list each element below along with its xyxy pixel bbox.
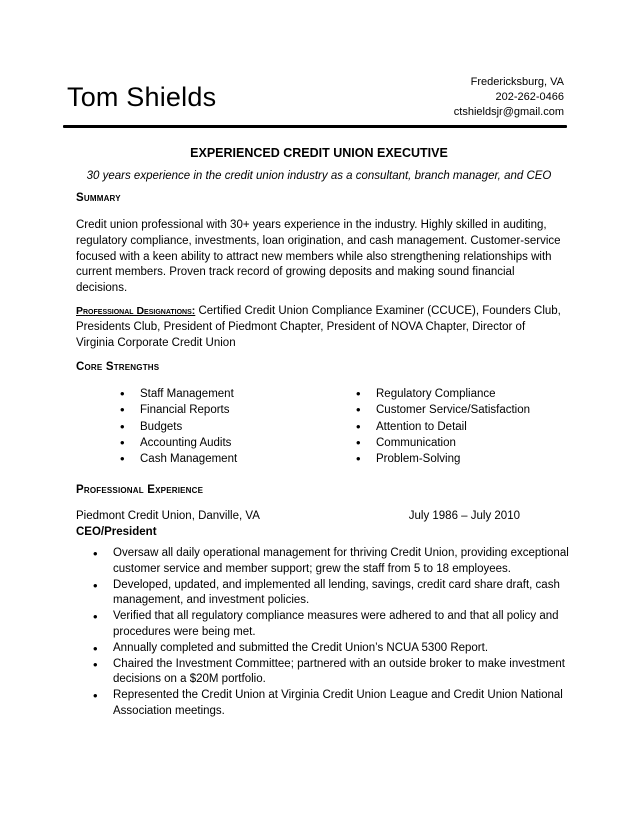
list-item: • Cash Management bbox=[120, 451, 237, 467]
strengths-column-left bbox=[120, 386, 237, 467]
summary-text: Credit union professional with 30+ years experience in the industry. Highly skilled in auditing, regulatory compliance, investments, loan origination, and cash management. Customer-service focused with a keen ability to attract new members while also strengthening relationships with current members. Proven track record of growing deposits and making sound financial decisions. bbox=[76, 219, 561, 295]
candidate-name: Tom Shields bbox=[67, 82, 217, 112]
job-dates: July 1986 – July 2010 bbox=[408, 510, 520, 522]
list-item: • Financial Reports bbox=[120, 402, 237, 418]
list-item: • Problem-Solving bbox=[356, 451, 530, 467]
list-item: • Customer Service/Satisfaction bbox=[356, 402, 530, 418]
contact-phone: 202-262-0466 bbox=[495, 91, 564, 103]
designations-label: Professional Designations: bbox=[76, 305, 196, 317]
list-item: • Developed, updated, and implemented all lending, savings, credit card share draft, cash management, and investment policies. bbox=[93, 578, 573, 610]
list-item: • Budgets bbox=[120, 419, 237, 435]
list-item: • Represented the Credit Union at Virginia Credit Union League and Credit Union National Association meetings. bbox=[93, 688, 573, 720]
core-strengths-heading: Core Strengths bbox=[76, 361, 160, 373]
job-employer: Piedmont Credit Union, Danville, VA bbox=[76, 510, 260, 522]
list-item: • Annually completed and submitted the Credit Union’s NCUA 5300 Report. bbox=[93, 641, 573, 657]
designations-text: Certified Credit Union Compliance Examiner (CCUCE), Founders Club, Presidents Club, President of Piedmont Chapter, President of NOVA Chapter, Director of Virginia Corporate Credit Union bbox=[76, 305, 561, 349]
designations-paragraph bbox=[76, 304, 566, 351]
list-item: • Attention to Detail bbox=[356, 419, 530, 435]
summary-heading: Summary bbox=[76, 192, 121, 204]
contact-location: Fredericksburg, VA bbox=[470, 76, 564, 88]
job-header bbox=[76, 510, 520, 522]
list-item: • Staff Management bbox=[120, 386, 237, 402]
header-divider bbox=[63, 125, 567, 128]
experience-heading: Professional Experience bbox=[76, 484, 204, 496]
list-item: • Communication bbox=[356, 435, 530, 451]
list-item: • Oversaw all daily operational management for thriving Credit Union, providing exceptional customer service and member support; grew the staff from 5 to 18 employees. bbox=[93, 546, 573, 578]
experience-bullets bbox=[93, 546, 573, 720]
strengths-column-right bbox=[356, 386, 530, 467]
list-item: • Chaired the Investment Committee; partnered with an outside broker to make investment decisions on a $20M portfolio. bbox=[93, 657, 573, 689]
resume-headline: EXPERIENCED CREDIT UNION EXECUTIVE bbox=[190, 146, 448, 160]
list-item: • Accounting Audits bbox=[120, 435, 237, 451]
contact-block bbox=[454, 75, 564, 120]
contact-email: ctshieldsjr@gmail.com bbox=[453, 106, 564, 118]
job-role: CEO/President bbox=[76, 526, 157, 538]
list-item: • Verified that all regulatory compliance measures were adhered to and that all policy and procedures were being met. bbox=[93, 609, 573, 641]
resume-tagline: 30 years experience in the credit union industry as a consultant, branch manager, and CEO bbox=[86, 170, 552, 182]
list-item: • Regulatory Compliance bbox=[356, 386, 530, 402]
